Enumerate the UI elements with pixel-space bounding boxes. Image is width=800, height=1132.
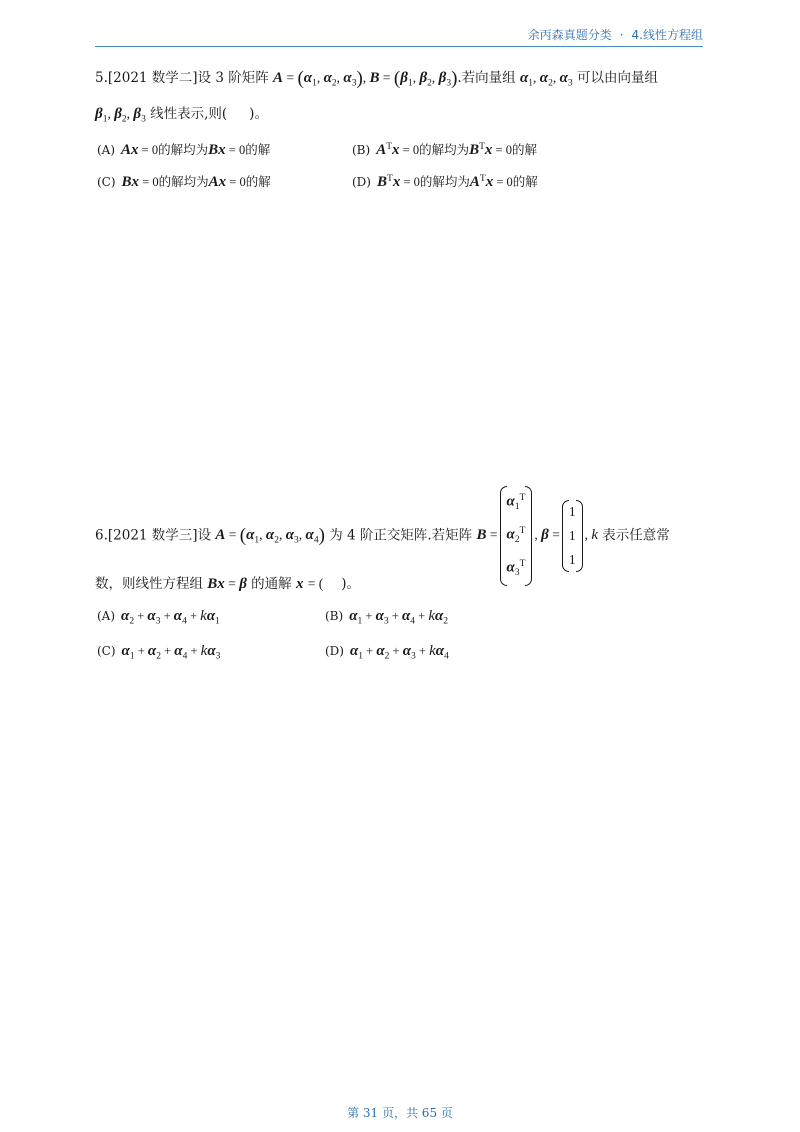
q6-option-b-label: (B) (325, 609, 344, 623)
q6-text-e: 的通解 (251, 576, 292, 592)
q6-matrix-b: $\alpha_1^T$ $\alpha_2^T$ $\alpha_3^T$ (500, 486, 533, 586)
q6-stem-line2: 数，则线性方程组 Bx = β 的通解 x = ( )。 (95, 576, 361, 592)
q6-option-d: (D) $\alpha_1 + \alpha_2 + \alpha_3 + k\alpha_4$ (325, 643, 449, 662)
q6-text-g: )。 (341, 576, 361, 592)
q5-option-c: (C) Bx = 0的解均为Ax = 0的解 (97, 174, 271, 190)
q6-option-a-label: (A) (97, 609, 116, 623)
q6-option-d-label: (D) (325, 644, 344, 658)
q5-option-d: (D) $B^Tx = 0$的解均为$A^Tx = 0$的解 (352, 173, 538, 190)
q6-matrix-a-def: $A = (\alpha_1$, $\alpha_2$, $\alpha_3$, $\alpha_4$) (215, 525, 325, 547)
q6-text-f: = ( (307, 576, 324, 591)
q6-option-a: (A) $\alpha_2 + \alpha_3 + \alpha_4 + k\alpha_1$ (97, 608, 220, 627)
q5-source: [2021 数学二] (107, 70, 198, 86)
q5-text-d: 线性表示,则( (150, 106, 228, 122)
q6-text-c: 表示任意常 (602, 527, 670, 544)
q6-number: 6. (95, 527, 108, 544)
q5-number: 5. (95, 70, 108, 86)
q6-option-c-label: (C) (97, 644, 116, 658)
q5-option-b-label: (B) (352, 143, 371, 157)
q5-option-d-label: (D) (352, 175, 371, 189)
header-separator: · (619, 28, 624, 42)
book-title: 余丙森真题分类 (527, 28, 612, 42)
q5-text-c: 可以由向量组 (576, 70, 658, 86)
q6-option-b: (B) $\alpha_1 + \alpha_3 + \alpha_4 + k\alpha_2$ (325, 608, 449, 627)
q5-text-e: )。 (249, 106, 268, 122)
q6-stem-line1: 6.[2021 数学三]设 $A = (\alpha_1$, $\alpha_2$, $\alpha_3$, $\alpha_4$) 为 4 阶正交矩阵.若矩阵 B = $\alpha_1^T$ $\alpha_2^T$ $\alpha_3^T$ , β = 1 1 1 , k 表示任意常 (95, 486, 670, 586)
q5-option-a-label: (A) (97, 143, 116, 157)
q6-text-d: 数，则线性方程组 (95, 576, 203, 592)
q5-alpha-group: $\alpha_1$, $\alpha_2$, $\alpha_3$ (519, 70, 573, 89)
page-footer: 第 31 页，共 65 页 (347, 1106, 453, 1120)
q6-text-a: 设 (197, 527, 212, 544)
q5-stem-line2 (95, 102, 268, 125)
q6-source: [2021 数学三] (107, 527, 198, 544)
q5-text-a: 设 3 阶矩阵 (197, 70, 269, 86)
q5-text-b: .若向量组 (457, 70, 516, 86)
q5-stem-line1 (95, 66, 658, 90)
chapter-title: 4.线性方程组 (631, 28, 703, 42)
q5-option-c-label: (C) (97, 175, 116, 189)
q5-matrix-a-def: $A = (\alpha_1$, $\alpha_2$, $\alpha_3$), $B = (\beta_1$, $\beta_2$, $\beta_3$) (273, 68, 458, 89)
q6-text-b: 为 4 阶正交矩阵.若矩阵 (329, 527, 473, 544)
q5-option-a: (A) Ax = 0的解均为Bx = 0的解 (97, 142, 271, 158)
q5-beta-group: $\beta_1$, $\beta_2$, $\beta_3$ (95, 106, 146, 125)
q6-matrix-b-def: B = (476, 527, 498, 544)
q6-vector-beta: 1 1 1 (562, 500, 583, 572)
page-header (95, 26, 703, 47)
q6-option-c: (C) $\alpha_1 + \alpha_2 + \alpha_4 + k\alpha_3$ (97, 643, 221, 662)
q5-option-b: (B) $A^Tx = 0$的解均为$B^Tx = 0$的解 (352, 141, 537, 158)
